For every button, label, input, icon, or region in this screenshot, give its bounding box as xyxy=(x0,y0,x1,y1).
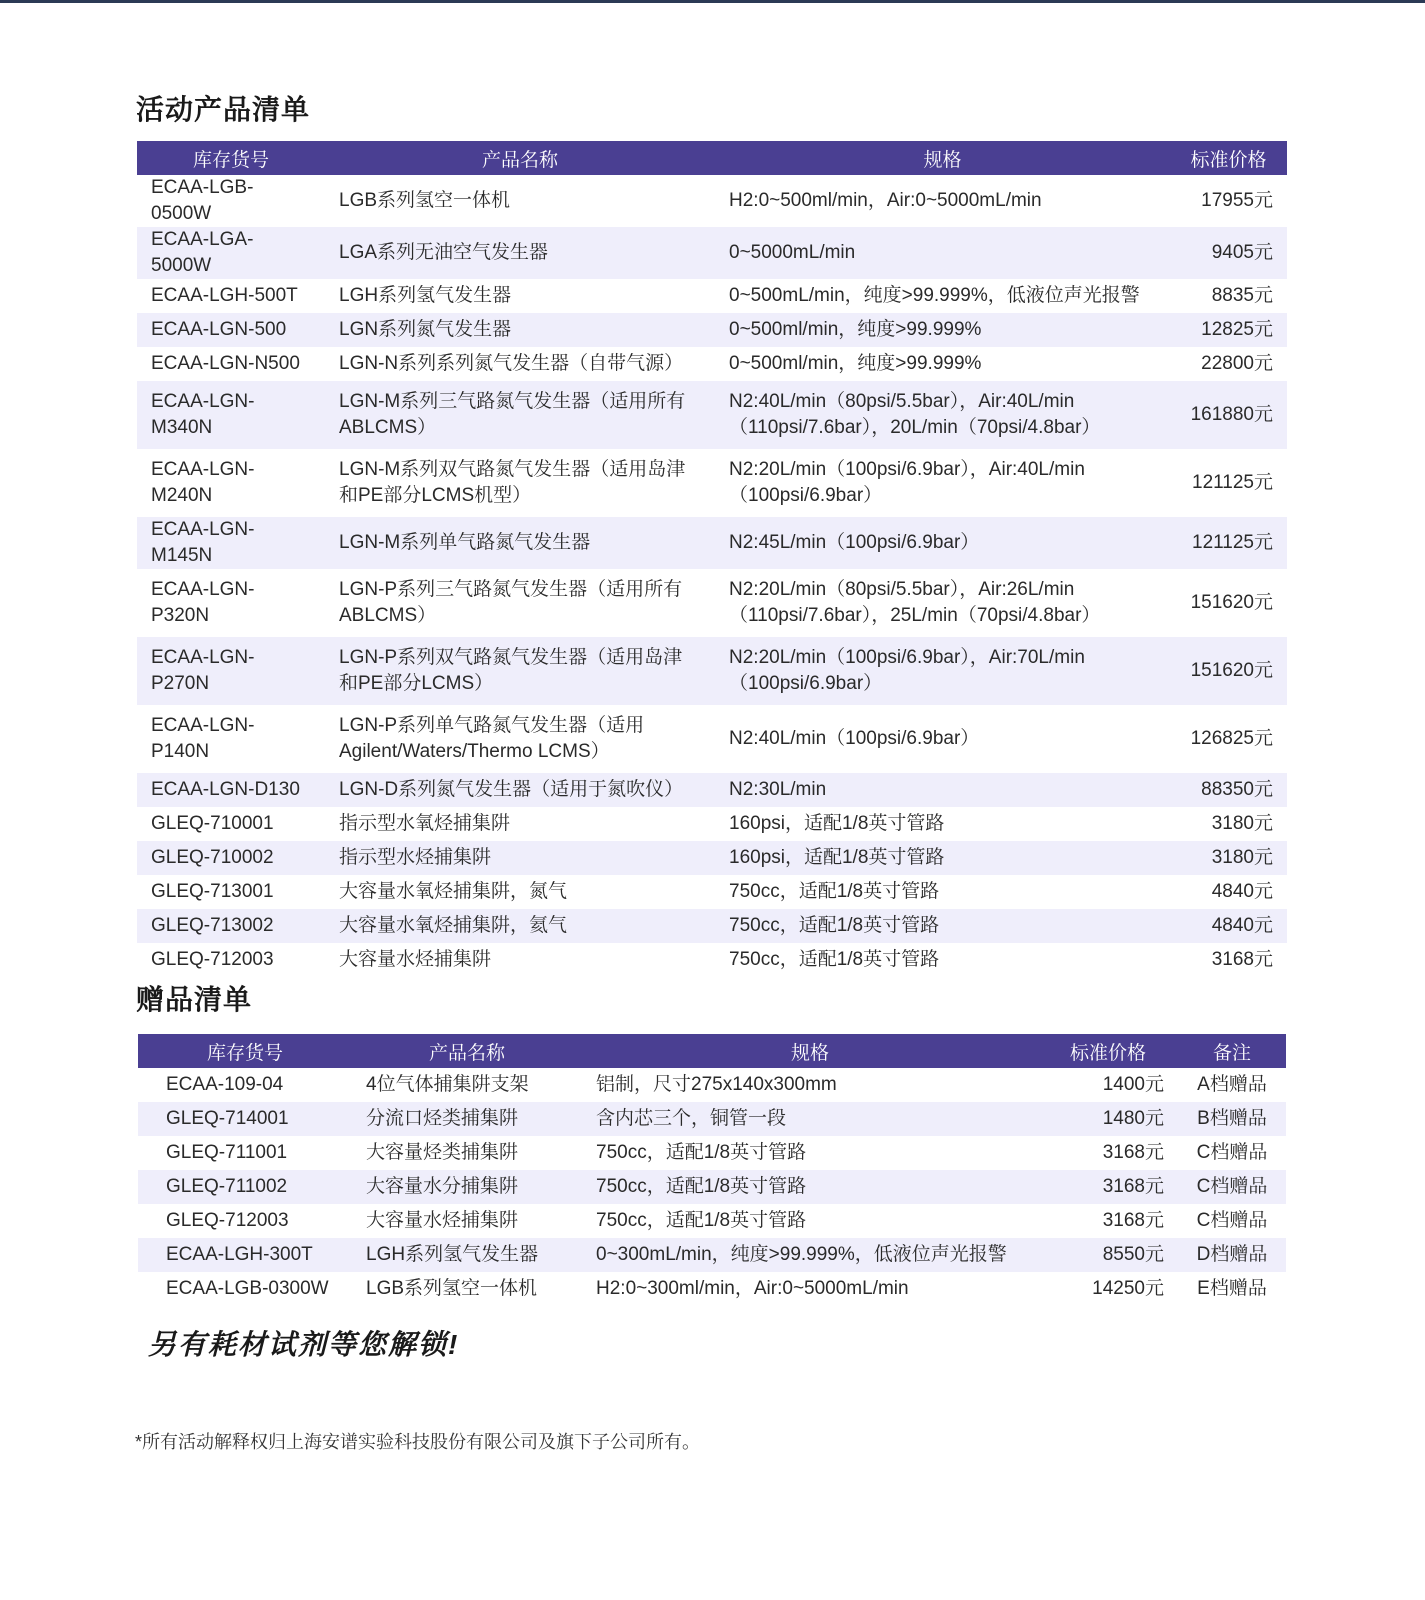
cell-spec: N2:45L/min（100psi/6.9bar） xyxy=(715,517,1170,569)
cell-sku: GLEQ-714001 xyxy=(138,1102,352,1136)
cell-sku: ECAA-LGN-P270N xyxy=(137,637,325,705)
table-row xyxy=(137,875,1287,909)
table-row xyxy=(137,381,1287,449)
table-row xyxy=(137,347,1287,381)
top-border xyxy=(0,0,1425,3)
cell-sku: GLEQ-710001 xyxy=(151,813,274,834)
cell-price: 3168元 xyxy=(1102,1210,1164,1231)
cell-spec: N2:20L/min（100psi/6.9bar），Air:40L/min（100psi/6.9bar） xyxy=(729,459,1085,506)
cell-name: 大容量水氧烃捕集阱，氮气 xyxy=(339,881,568,902)
cell-name: LGB系列氢空一体机 xyxy=(366,1278,538,1299)
cell-spec: 含内芯三个，铜管一段 xyxy=(582,1102,1038,1136)
cell-note: A档赠品 xyxy=(1197,1074,1267,1095)
cell-price: 4840元 xyxy=(1170,909,1287,943)
table-row xyxy=(137,227,1287,279)
cell-name: 大容量烃类捕集阱 xyxy=(366,1142,519,1163)
cell-sku: ECAA-LGH-300T xyxy=(138,1238,352,1272)
cell-sku: GLEQ-711002 xyxy=(138,1170,352,1204)
table-row xyxy=(137,841,1287,875)
cell-sku: GLEQ-710002 xyxy=(137,841,325,875)
cell-price: 121125元 xyxy=(1192,472,1273,493)
cell-sku: ECAA-LGN-P320N xyxy=(151,579,255,626)
cell-sku: GLEQ-712003 xyxy=(151,949,274,970)
cell-spec: 750cc，适配1/8英寸管路 xyxy=(582,1170,1038,1204)
cell-price: 3168元 xyxy=(1038,1170,1178,1204)
cell-sku: GLEQ-711001 xyxy=(166,1142,288,1163)
table-row xyxy=(137,807,1287,841)
table-row xyxy=(137,909,1287,943)
cell-price: 3168元 xyxy=(1211,949,1273,970)
cell-spec: 0~500ml/min，纯度>99.999% xyxy=(729,353,982,374)
table-row xyxy=(138,1068,1286,1102)
cell-spec: 750cc，适配1/8英寸管路 xyxy=(729,881,940,902)
cell-sku: ECAA-LGN-M145N xyxy=(137,517,325,569)
table-row xyxy=(137,175,1287,227)
header-price: 标准价格 xyxy=(1170,141,1287,175)
cell-spec: N2:20L/min（100psi/6.9bar），Air:70L/min（100psi/6.9bar） xyxy=(715,637,1170,705)
cell-price: 12825元 xyxy=(1170,313,1287,347)
cell-price: 126825元 xyxy=(1190,728,1273,749)
cell-price: 3180元 xyxy=(1211,813,1273,834)
cell-spec: 750cc，适配1/8英寸管路 xyxy=(729,949,940,970)
table-row xyxy=(138,1238,1286,1272)
cell-note: E档赠品 xyxy=(1197,1278,1267,1299)
cell-spec: H2:0~500ml/min，Air:0~5000mL/min xyxy=(729,190,1042,211)
cell-note: C档赠品 xyxy=(1178,1170,1286,1204)
cell-name: LGN-M系列双气路氮气发生器（适用岛津和PE部分LCMS机型） xyxy=(339,459,686,506)
cell-sku: GLEQ-713001 xyxy=(151,881,274,902)
table-row xyxy=(137,637,1287,705)
cell-sku: ECAA-LGB-0300W xyxy=(166,1278,329,1299)
table-row xyxy=(138,1272,1286,1306)
cell-sku: GLEQ-713002 xyxy=(137,909,325,943)
cell-name: LGN-N系列系列氮气发生器（自带气源） xyxy=(339,353,684,374)
cell-sku: ECAA-109-04 xyxy=(166,1074,284,1095)
table-row xyxy=(138,1204,1286,1238)
cell-name: LGN-M系列单气路氮气发生器 xyxy=(325,517,715,569)
cell-price: 8835元 xyxy=(1211,285,1273,306)
cell-name: LGH系列氢气发生器 xyxy=(352,1238,582,1272)
cell-name: 指示型水氧烃捕集阱 xyxy=(339,813,511,834)
cell-price: 151620元 xyxy=(1190,592,1273,613)
cell-name: LGN系列氮气发生器 xyxy=(325,313,715,347)
cell-price: 88350元 xyxy=(1170,773,1287,807)
promo-product-table xyxy=(137,141,1287,977)
cell-price: 121125元 xyxy=(1170,517,1287,569)
cell-name: LGN-P系列双气路氮气发生器（适用岛津和PE部分LCMS） xyxy=(325,637,715,705)
table-row xyxy=(137,705,1287,773)
cell-sku: ECAA-LGA-5000W xyxy=(137,227,325,279)
cell-spec: N2:40L/min（100psi/6.9bar） xyxy=(729,728,980,749)
promo-section-title: 活动产品清单 xyxy=(136,94,311,125)
cell-price: 17955元 xyxy=(1201,190,1273,211)
gift-section-title: 赠品清单 xyxy=(136,984,253,1015)
header-spec: 规格 xyxy=(582,1034,1038,1068)
cell-name: LGN-P系列三气路氮气发生器（适用所有ABLCMS） xyxy=(339,579,683,626)
cell-sku: ECAA-LGN-D130 xyxy=(137,773,325,807)
cell-spec: N2:40L/min（80psi/5.5bar），Air:40L/min（110psi/7.6bar），20L/min（70psi/4.8bar） xyxy=(715,381,1170,449)
cell-price: 8550元 xyxy=(1038,1238,1178,1272)
header-price: 标准价格 xyxy=(1038,1034,1178,1068)
header-name: 产品名称 xyxy=(325,141,715,175)
cell-sku: ECAA-LGH-500T xyxy=(151,285,298,306)
cell-name: 4位气体捕集阱支架 xyxy=(366,1074,529,1095)
cell-price: 14250元 xyxy=(1092,1278,1164,1299)
table-row xyxy=(138,1102,1286,1136)
slogan: 另有耗材试剂等您解锁! xyxy=(148,1329,460,1360)
cell-spec: 160psi，适配1/8英寸管路 xyxy=(715,841,1170,875)
cell-spec: 0~5000mL/min xyxy=(715,227,1170,279)
cell-price: 151620元 xyxy=(1170,637,1287,705)
cell-sku: GLEQ-712003 xyxy=(166,1210,289,1231)
cell-name: 大容量水烃捕集阱 xyxy=(366,1210,519,1231)
cell-note: C档赠品 xyxy=(1196,1210,1268,1231)
cell-price: 9405元 xyxy=(1170,227,1287,279)
header-sku: 库存货号 xyxy=(137,141,325,175)
promo-table-header xyxy=(137,141,1287,175)
cell-spec: H2:0~300ml/min，Air:0~5000mL/min xyxy=(596,1278,909,1299)
cell-name: LGA系列无油空气发生器 xyxy=(325,227,715,279)
gift-table-header xyxy=(138,1034,1286,1068)
cell-price: 4840元 xyxy=(1211,881,1273,902)
cell-price: 161880元 xyxy=(1170,381,1287,449)
table-row xyxy=(137,517,1287,569)
table-row xyxy=(137,943,1287,977)
cell-spec: 0~300mL/min，纯度>99.999%，低液位声光报警 xyxy=(582,1238,1038,1272)
cell-name: 大容量水氧烃捕集阱，氦气 xyxy=(325,909,715,943)
cell-name: LGN-D系列氮气发生器（适用于氮吹仪） xyxy=(325,773,715,807)
header-note: 备注 xyxy=(1178,1034,1286,1068)
table-row xyxy=(137,313,1287,347)
cell-name: 大容量水烃捕集阱 xyxy=(339,949,492,970)
cell-spec: N2:30L/min xyxy=(715,773,1170,807)
cell-name: LGH系列氢气发生器 xyxy=(339,285,512,306)
gift-table xyxy=(138,1034,1286,1306)
cell-sku: ECAA-LGN-P140N xyxy=(151,715,255,762)
cell-sku: ECAA-LGN-M240N xyxy=(151,459,255,506)
cell-name: 大容量水分捕集阱 xyxy=(352,1170,582,1204)
header-name: 产品名称 xyxy=(352,1034,582,1068)
cell-note: C档赠品 xyxy=(1196,1142,1268,1163)
cell-spec: 750cc，适配1/8英寸管路 xyxy=(596,1142,807,1163)
cell-sku: ECAA-LGB-0500W xyxy=(151,177,254,224)
header-spec: 规格 xyxy=(715,141,1170,175)
cell-note: D档赠品 xyxy=(1178,1238,1286,1272)
cell-price: 3168元 xyxy=(1102,1142,1164,1163)
footnote: *所有活动解释权归上海安谱实验科技股份有限公司及旗下子公司所有。 xyxy=(135,1432,701,1452)
cell-name: 分流口烃类捕集阱 xyxy=(352,1102,582,1136)
table-row xyxy=(137,279,1287,313)
cell-name: LGB系列氢空一体机 xyxy=(339,190,511,211)
cell-price: 1400元 xyxy=(1102,1074,1164,1095)
table-row xyxy=(137,773,1287,807)
cell-spec: 160psi，适配1/8英寸管路 xyxy=(729,813,945,834)
table-row xyxy=(137,449,1287,517)
table-row xyxy=(138,1136,1286,1170)
cell-spec: N2:20L/min（80psi/5.5bar），Air:26L/min（110psi/7.6bar），25L/min（70psi/4.8bar） xyxy=(729,579,1101,626)
cell-sku: ECAA-LGN-N500 xyxy=(151,353,300,374)
cell-name: LGN-M系列三气路氮气发生器（适用所有ABLCMS） xyxy=(325,381,715,449)
cell-price: 3180元 xyxy=(1170,841,1287,875)
cell-note: B档赠品 xyxy=(1178,1102,1286,1136)
cell-price: 22800元 xyxy=(1201,353,1273,374)
cell-spec: 750cc，适配1/8英寸管路 xyxy=(596,1210,807,1231)
cell-spec: 铝制，尺寸275x140x300mm xyxy=(596,1074,837,1095)
cell-sku: ECAA-LGN-M340N xyxy=(137,381,325,449)
cell-spec: 0~500mL/min，纯度>99.999%，低液位声光报警 xyxy=(729,285,1140,306)
table-row xyxy=(138,1170,1286,1204)
cell-name: 指示型水烃捕集阱 xyxy=(325,841,715,875)
cell-spec: 0~500ml/min，纯度>99.999% xyxy=(715,313,1170,347)
cell-spec: 750cc，适配1/8英寸管路 xyxy=(715,909,1170,943)
header-sku: 库存货号 xyxy=(138,1034,352,1068)
cell-price: 1480元 xyxy=(1038,1102,1178,1136)
table-row xyxy=(137,569,1287,637)
cell-name: LGN-P系列单气路氮气发生器（适用Agilent/Waters/Thermo LCMS） xyxy=(339,715,645,762)
cell-sku: ECAA-LGN-500 xyxy=(137,313,325,347)
